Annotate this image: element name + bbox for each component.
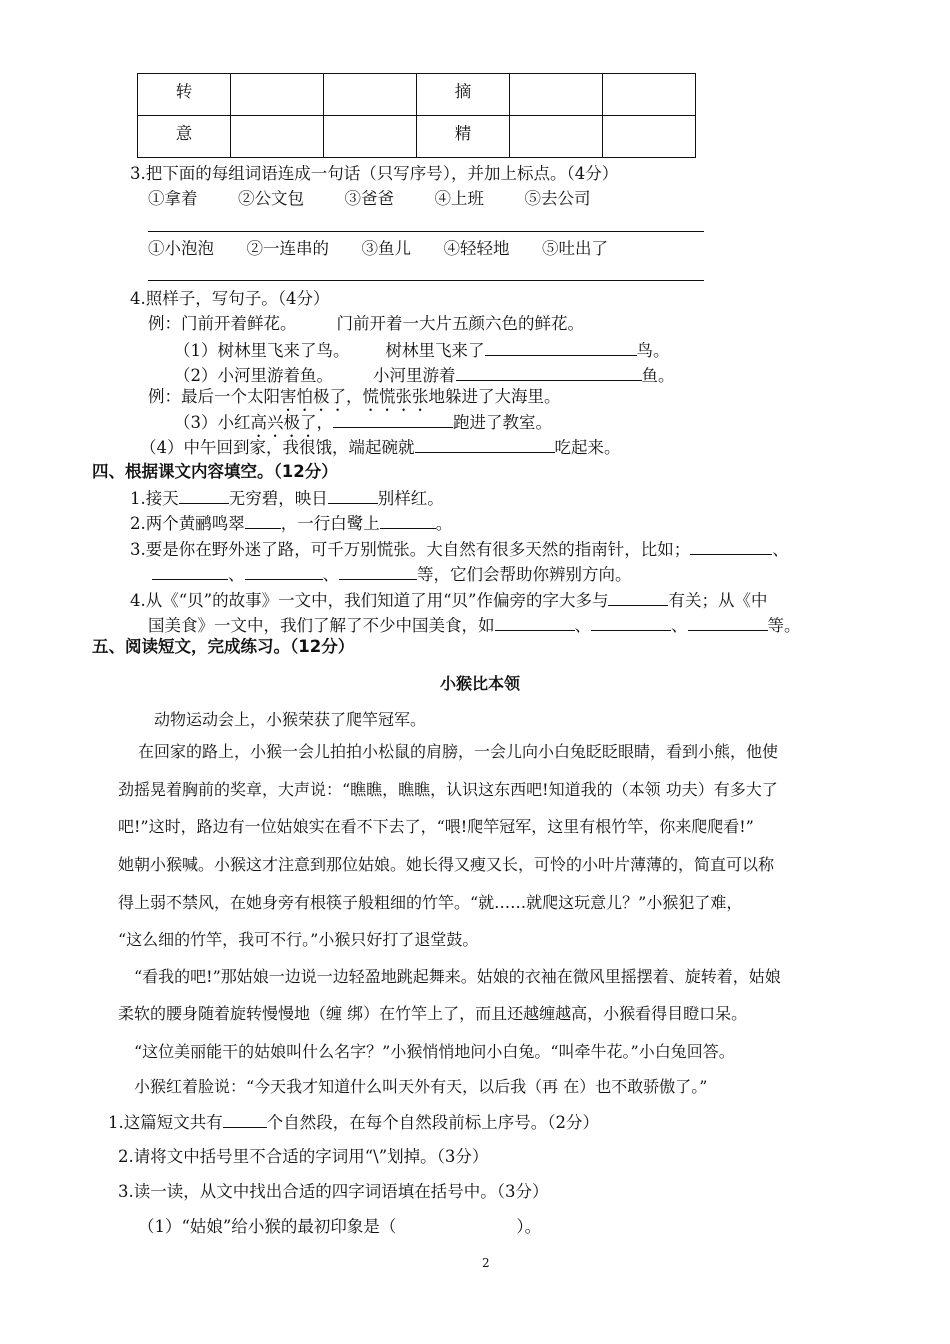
example-text: 门前开着一大片五颜六色的鲜花。 [336, 314, 584, 333]
q4-item1 [174, 339, 670, 362]
passage-line: “这位美丽能干的姑娘叫什么名字？”小猴悄悄地问小白兔。“叫牵牛花。”小白兔回答。 [134, 1042, 735, 1061]
s4-line4 [130, 589, 767, 612]
word-option: ⑤吐出了 [542, 239, 608, 258]
line-text: 、 [574, 616, 591, 635]
table-cell: 摘 [417, 74, 510, 116]
word-option: ②一连串的 [246, 239, 329, 258]
passage-line: 劲摇晃着胸前的奖章，大声说：“瞧瞧，瞧瞧，认识这东西吧!知道我的（本领 功夫）有多大了 [118, 780, 778, 799]
line-text: 有关；从《中 [668, 591, 768, 610]
word-option: ①拿着 [148, 189, 198, 208]
table-cell[interactable] [510, 74, 603, 116]
table-cell: 意 [138, 116, 231, 158]
answer-line[interactable] [148, 280, 704, 281]
example-text: 例：门前开着鲜花。 [148, 314, 297, 333]
fill-blank[interactable] [333, 411, 453, 428]
fill-blank[interactable] [415, 436, 555, 453]
item-text: （3）小红 [174, 413, 251, 432]
fill-blank[interactable] [495, 614, 575, 631]
section5-heading: 五、阅读短文，完成练习。（12分） [92, 637, 355, 656]
item-text: 树林里飞来了 [385, 341, 485, 360]
fill-blank[interactable] [456, 364, 642, 381]
table-cell[interactable] [324, 74, 417, 116]
emphasized-text: 害怕极了 [280, 387, 346, 406]
q3-group2 [148, 238, 608, 260]
item-text: 吃起来。 [554, 438, 621, 457]
passage-line: 在回家的路上，小猴一会儿拍拍小松鼠的肩膀，一会儿向小白兔眨眨眼睛，看到小熊，他使 [138, 742, 779, 761]
fill-blank[interactable] [339, 563, 417, 580]
line-text: 无穷碧，映日 [228, 489, 328, 508]
word-option: ④轻轻地 [443, 239, 510, 258]
line-text: 1.接天 [130, 489, 179, 508]
item-text: （1）树林里飞来了鸟。 [174, 341, 350, 360]
line-text: 、 [772, 540, 789, 559]
q3-prompt: 3.把下面的每组词语连成一句话（只写序号），并加上标点。（4分） [130, 164, 619, 183]
line-text: 、 [322, 565, 339, 584]
example-text: ， [346, 387, 363, 406]
table-cell[interactable] [324, 116, 417, 158]
passage-line: 柔软的腰身随着旋转慢慢地（缠 绑）在竹竿上了，而且还越缠越高，小猴看得目瞪口呆。 [118, 1004, 748, 1023]
passage-line: 她朝小猴喊。小猴这才注意到那位姑娘。她长得又瘦又长，可怜的小叶片薄薄的，简直可以称 [118, 855, 775, 874]
fill-blank[interactable] [485, 339, 637, 356]
word-option: ①小泡泡 [148, 239, 214, 258]
table-row [138, 74, 696, 116]
item-text: ， [316, 413, 333, 432]
item-text: 跑进了教室。 [453, 413, 552, 432]
fill-blank[interactable] [152, 563, 228, 580]
table-cell[interactable] [231, 116, 324, 158]
passage-title: 小猴比本领 [440, 674, 521, 693]
fill-blank[interactable] [245, 512, 281, 529]
line-text: 3.要是你在野外迷了路，可千万别慌张。大自然有很多天然的指南针，比如； [130, 540, 691, 559]
passage-line: “看我的吧!”那姑娘一边说一边轻盈地跳起舞来。姑娘的衣袖在微风里摇摆着、旋转着，姑娘 [134, 967, 781, 986]
table-cell: 转 [138, 74, 231, 116]
s4-line3 [130, 538, 789, 561]
q4-prompt: 4.照样子，写句子。（4分） [130, 289, 330, 308]
item-text: 小河里游着 [373, 366, 456, 385]
q3-group1 [148, 188, 591, 210]
word-option: ④上班 [434, 189, 484, 208]
line-text: 国美食》一文中，我们了解了不少中国美食，如 [148, 616, 495, 635]
word-option: ⑤去公司 [524, 189, 591, 208]
section4-heading: 四、根据课文内容填空。（12分） [92, 462, 338, 481]
item-text: （2）小河里游着鱼。 [174, 366, 333, 385]
fill-blank[interactable] [245, 563, 323, 580]
line-text: 4.从《“贝”的故事》一文中，我们知道了用“贝”作偏旁的字大多与 [130, 591, 609, 610]
passage-line: 小猴红着脸说：“今天我才知道什么叫天外有天，以后我（再 在）也不敢骄傲了。” [134, 1077, 708, 1096]
character-table [137, 73, 696, 158]
q4-example1 [148, 313, 584, 335]
question-text: 个自然段，在每个自然段前标上序号。（2分） [266, 1113, 599, 1132]
word-option: ③鱼儿 [361, 239, 411, 258]
emphasized-text: 高兴极了 [250, 413, 317, 432]
fill-blank[interactable] [608, 589, 668, 606]
question-text: 1.这篇短文共有 [108, 1113, 223, 1132]
table-cell: 精 [417, 116, 510, 158]
line-text: 。 [435, 514, 453, 533]
line-text: 别样红。 [377, 489, 444, 508]
table-cell[interactable] [231, 74, 324, 116]
fill-blank[interactable] [591, 614, 671, 631]
item-text: 鸟。 [636, 341, 670, 360]
fill-blank[interactable] [328, 487, 378, 504]
item-text: （4）中午回到家，我很饿，端起碗就 [140, 438, 415, 457]
example-text: 例：最后一个太阳 [148, 387, 280, 406]
reading-question-3: 3.读一读，从文中找出合适的四字词语填在括号中。（3分） [118, 1182, 549, 1201]
line-text: 、 [228, 565, 245, 584]
q4-item4 [140, 436, 621, 459]
fill-blank[interactable] [223, 1111, 267, 1128]
question-text: ）。 [516, 1217, 542, 1236]
page-number: 2 [482, 1256, 490, 1270]
q4-item2 [174, 364, 675, 387]
reading-question-2: 2.请将文中括号里不合适的字词用“\”划掉。（3分） [118, 1147, 489, 1166]
s4-line1 [130, 487, 444, 510]
s4-line2 [130, 512, 452, 535]
fill-blank[interactable] [690, 538, 772, 555]
word-option: ②公文包 [238, 189, 304, 208]
table-row [138, 116, 696, 158]
reading-question-1 [108, 1111, 599, 1134]
line-text: 等，它们会帮助你辨别方向。 [417, 565, 632, 584]
emphasized-text: 慌慌张张 [362, 387, 429, 406]
item-text: 鱼。 [641, 366, 675, 385]
s4-line4b [148, 614, 801, 637]
table-cell[interactable] [603, 116, 696, 158]
answer-line[interactable] [148, 231, 704, 232]
table-cell[interactable] [510, 116, 603, 158]
table-cell[interactable] [603, 74, 696, 116]
line-text: 等。 [767, 616, 801, 635]
word-option: ③爸爸 [344, 189, 394, 208]
line-text: 、 [671, 616, 688, 635]
line-text: ，一行白鹭上 [280, 514, 380, 533]
passage-paragraph: 动物运动会上，小猴荣获了爬竿冠军。 [154, 710, 427, 729]
fill-blank[interactable] [380, 512, 436, 529]
reading-question-3-1 [138, 1216, 541, 1238]
fill-blank[interactable] [688, 614, 768, 631]
question-text: （1）“姑娘”给小猴的最初印象是（ [138, 1217, 397, 1236]
passage-line: “这么细的竹竿，我可不行。”小猴只好打了退堂鼓。 [118, 930, 479, 949]
example-text: 地躲进了大海里。 [428, 387, 561, 406]
s4-line3b [152, 563, 632, 586]
fill-blank[interactable] [179, 487, 229, 504]
passage-line: 得上弱不禁风，在她身旁有根筷子般粗细的竹竿。“就……就爬这玩意儿？”小猴犯了难， [118, 893, 743, 912]
passage-line: 吧!”这时，路边有一位姑娘实在看不下去了，“喂!爬竿冠军，这里有根竹竿，你来爬爬看!” [118, 817, 754, 836]
line-text: 2.两个黄鹂鸣翠 [130, 514, 245, 533]
